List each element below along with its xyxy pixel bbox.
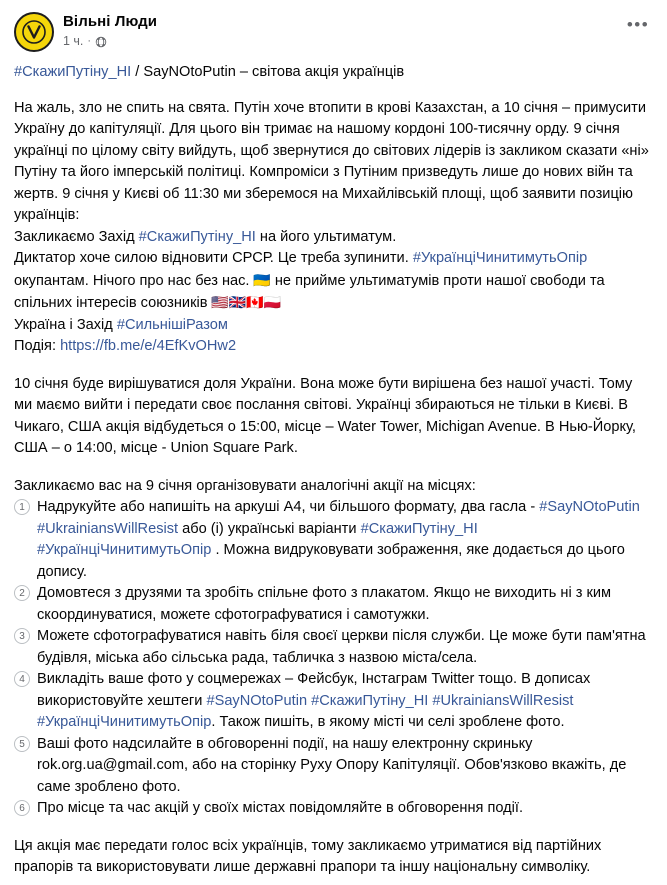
list-item [14, 669, 653, 734]
flag-emoji: 🇺🇦 [249, 271, 271, 288]
text-run: Україна і Захід [14, 316, 117, 333]
flag-emoji: 🇺🇸🇬🇧🇨🇦🇵🇱 [207, 294, 282, 310]
list-item-text [37, 736, 626, 795]
text-run: 10 січня буде вирішуватися доля України. Вона може бути вирішена без нашої участі. Тому ми маємо вийти і передати своє послання світові. Українці збираються не тільки в Києві. В Чикаго, США акція відбудеться о 15:00, місце – Water Tower, Michigan Avenue. В Нью-Йорку, США – о 14:00, місце - Union Square Park. [14, 375, 636, 456]
text-run: Можете сфотографуватися навіть біля своєї церкви після служби. Це може бути пам'ятна будівля, міська або сільська рада, табличка з назвою міста/села. [37, 628, 646, 666]
text-run: На жаль, зло не спить на свята. Путін хоче втопити в крові Казахстан, а 10 січня – примусити Україну до капітуляції. Для цього він тримає на нашому кордоні 100-тисячну орду. 9 січня українці по цілому світу вийдуть, щоб звернутися до світових лідерів із закликом сказати «ні» Путіну та його імперській політиці. Компроміси з Путіним призведуть лише до нових війн та жертв. 9 січня у Києві об 11:30 ми зберемося на Михайлівській площі, щоб заявити позицію українців: [14, 99, 649, 223]
list-number-badge: 4 [14, 671, 30, 687]
hashtag-link[interactable]: #UkrainiansWillResist [37, 520, 179, 537]
list-number-badge: 3 [14, 628, 30, 644]
post-meta [63, 33, 623, 49]
hashtag-link[interactable]: #УкраїнціЧинитимутьОпір [37, 714, 212, 730]
text-run: не прийме ультиматумів проти нашої свободи та спільних інтересів союзників [14, 272, 605, 311]
event-url-link[interactable]: https://fb.me/e/4EfKvOHw2 [60, 338, 237, 354]
paragraph-spacer [14, 358, 653, 374]
text-run: Домовтеся з друзями та зробіть спільне фото з плакатом. Якщо не виходить ні з ким скоординуватися, можете сфотографуватися і самотужки. [37, 585, 612, 623]
page-name[interactable]: Вільні Люди [63, 13, 158, 30]
list-item-text [37, 628, 646, 666]
hashtag-link[interactable]: #СильнішіРазом [116, 316, 228, 333]
list-number-badge: 1 [14, 499, 30, 515]
globe-icon [95, 36, 107, 48]
list-item [14, 497, 653, 583]
ellipsis-icon[interactable]: ••• [626, 15, 650, 34]
post-timestamp[interactable]: 1 ч. [63, 34, 84, 48]
list-item-text [37, 585, 611, 623]
hashtag-link[interactable]: #УкраїнціЧинитимутьОпір [37, 542, 212, 558]
text-run: Закликаємо Захід [14, 228, 139, 245]
list-number-badge: 6 [14, 800, 30, 816]
text-run: Викладіть ваше фото у соцмережах – Фейсбук, Інстаграм Twitter тощо. В дописах використовуйте хештеги [37, 671, 591, 709]
text-run: Подія: [14, 338, 61, 354]
post-body [14, 62, 653, 879]
list-item [14, 798, 653, 820]
title-separator: / [131, 64, 144, 80]
paragraph-spacer [14, 460, 653, 476]
post-title [14, 62, 653, 84]
title-rest: SayNOtoPutin – світова акція українців [143, 64, 405, 80]
avatar[interactable] [14, 12, 54, 52]
list-item [14, 583, 653, 626]
text-run: Закликаємо вас на 9 січня організовувати аналогічні акції на місцях: [14, 477, 476, 494]
post-footer-paragraph [14, 836, 653, 879]
text-run: Надрукуйте або напишіть на аркуші А4, чи більшого формату, два гасла - [37, 499, 540, 515]
list-item-text [37, 800, 523, 816]
hashtag-link[interactable]: #УкраїнціЧинитимутьОпір [412, 250, 588, 266]
text-run: окупантам. Нічого про нас без нас. [14, 272, 250, 289]
list-number-badge: 5 [14, 736, 30, 752]
post-header [14, 12, 653, 52]
list-item-text [37, 671, 590, 730]
text-run: Ваші фото надсилайте в обговоренні події, на нашу електронну скриньку rok.org.ua@gmail.com, або на сторінку Руху Опору Капітуляції. Обов'язково вкажіть, де саме зроблено фото. [37, 735, 627, 795]
text-run: Про місце та час акцій у своїх містах повідомляйте в обговорення події. [37, 800, 524, 816]
text-run: . Можна видруковувати зображення, яке додається до цього допису. [37, 542, 625, 580]
list-item [14, 626, 653, 669]
hashtag-link[interactable]: #UkrainiansWillResist [432, 692, 574, 709]
hashtag-link[interactable]: #СкажиПутіну_НІ [14, 64, 132, 80]
hashtag-link[interactable]: #СкажиПутіну_НІ [138, 228, 256, 245]
meta-separator-dot: · [87, 35, 92, 47]
post-header-text [63, 12, 623, 49]
list-item [14, 734, 653, 799]
post-paragraph-1 [14, 98, 653, 358]
text-run: . Також пишіть, в якому місті чи селі зроблене фото. [211, 714, 565, 730]
text-run: Диктатор хоче силою відновити СРСР. Це треба зупинити. [14, 250, 413, 266]
paragraph-spacer [14, 820, 653, 836]
list-number-badge: 2 [14, 585, 30, 601]
hashtag-link[interactable]: #СкажиПутіну_НІ [360, 520, 478, 537]
hashtag-link[interactable]: #СкажиПутіну_НІ [311, 692, 429, 709]
instructions-list [14, 497, 653, 820]
post-paragraph-3 [14, 476, 653, 498]
logo-v-icon [22, 20, 46, 44]
hashtag-link[interactable]: #SayNOtoPutin [539, 499, 640, 515]
text-run: Ця акція має передати голос всіх українців, тому закликаємо утриматися від партійних прапорів та використовувати лише державні прапори та іншу національну символіку. [14, 837, 602, 875]
hashtag-link[interactable]: #SayNOtoPutin [206, 692, 308, 709]
post-paragraph-2 [14, 374, 653, 460]
text-run: на його ультиматум. [255, 228, 397, 245]
text-run: або (і) українські варіанти [178, 520, 361, 537]
list-item-text [37, 499, 640, 580]
